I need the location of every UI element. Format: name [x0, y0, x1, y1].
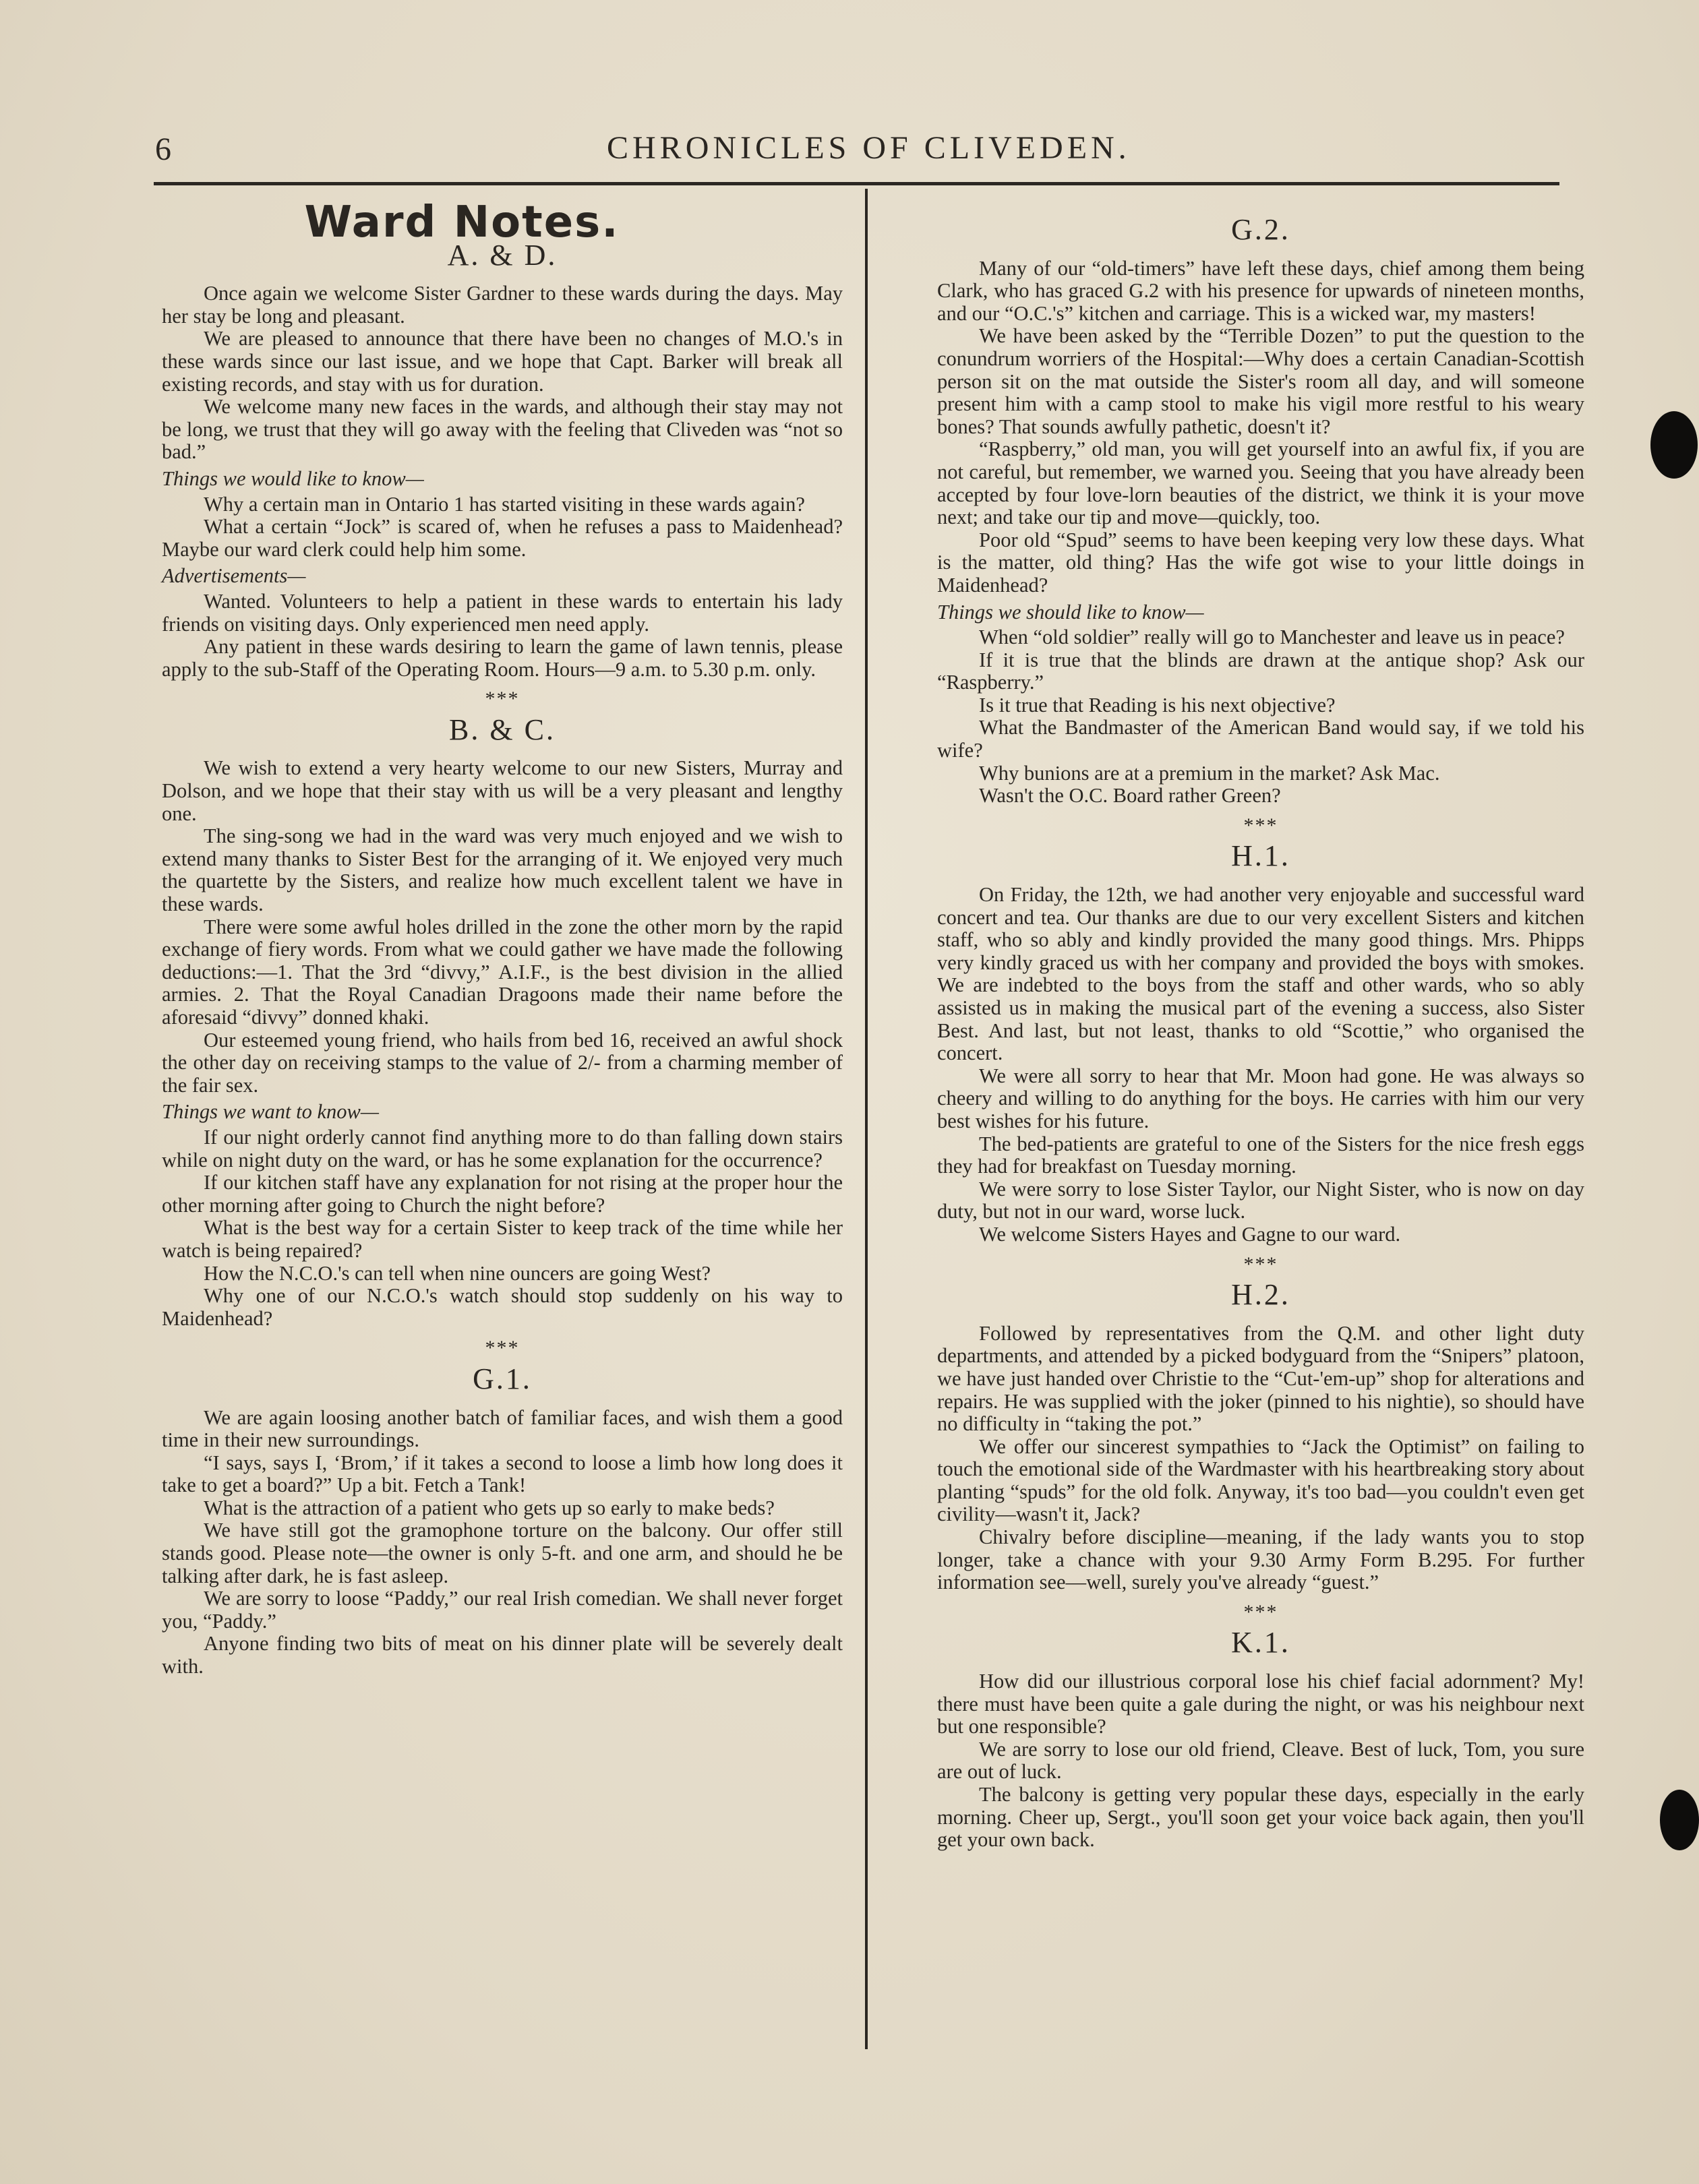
left-column: [162, 198, 843, 1678]
paragraph: Is it true that Reading is his next objective?: [979, 693, 1336, 717]
paragraph: Wanted. Volunteers to help a patient in these wards to entertain his lady friends on visiting days. Only experienced men need apply.: [162, 589, 843, 636]
section-h2: [937, 1278, 1584, 1594]
paragraph: We have been asked by the “Terrible Dozen” to put the question to the conundrum worriers of the Hospital:—Why does a certain Canadian-Scottish person sit on the mat outside the Sister's room all day, and will someone present him with a camp stool to make his vigil more restful to his weary bones? That sounds awfully pathetic, doesn't it?: [937, 324, 1584, 438]
subheading: Advertisements—: [162, 564, 306, 588]
paragraph: Chivalry before discipline—meaning, if the lady wants you to stop longer, take a chance with your 9.30 Army Form B.295. For further information see—well, surely you've already “guest.”: [937, 1525, 1584, 1594]
paragraph: We wish to extend a very hearty welcome to our new Sisters, Murray and Dolson, and we hope that their stay with us will be a very pleasant and lengthy one.: [162, 756, 843, 825]
paragraph: When “old soldier” really will go to Manchester and leave us in peace?: [979, 626, 1565, 649]
section-title: H.2.: [1231, 1278, 1290, 1312]
section-title: G.2.: [1231, 213, 1290, 246]
paragraph: The sing-song we had in the ward was very much enjoyed and we wish to extend many thanks to Sister Best for the arranging of it. We enjoyed very much the quartette by the Sisters, and realize how much excellent talent we have in these wards.: [162, 824, 843, 916]
section-g1: [162, 1362, 843, 1678]
paragraph: We were sorry to lose Sister Taylor, our Night Sister, who is now on day duty, but not in our ward, worse luck.: [937, 1177, 1584, 1223]
paragraph: How did our illustrious corporal lose his chief facial adornment? My! there must have been quite a gale during the night, or was his neighbour next but one responsible?: [937, 1670, 1584, 1738]
subheading: Things we should like to know—: [937, 600, 1204, 624]
paragraph: If it is true that the blinds are drawn at the antique shop? Ask our “Raspberry.”: [937, 648, 1584, 694]
section-title: G.1.: [473, 1362, 532, 1395]
paragraph: If our night orderly cannot find anything more to do than falling down stairs while on night duty on the ward, or has he some explanation for the occurrence?: [162, 1125, 843, 1172]
section-bc: [162, 712, 843, 1330]
paragraph: The bed-patients are grateful to one of the Sisters for the nice fresh eggs they had for breakfast on Tuesday morning.: [937, 1132, 1584, 1178]
paragraph: Wasn't the O.C. Board rather Green?: [979, 784, 1281, 808]
subheading: Things we want to know—: [162, 1100, 379, 1124]
publication-title: CHRONICLES OF CLIVEDEN.: [607, 130, 1131, 166]
section-k1: [937, 1626, 1584, 1852]
paragraph: Many of our “old-timers” have left these days, chief among them being Clark, who has graced G.2 with his presence for upwards of nineteen months, and our “O.C.'s” kitchen and carriage. This is a wicked war, my masters!: [937, 256, 1584, 325]
paragraph: Followed by representatives from the Q.M. and other light duty departments, and attended by a picked bodyguard from the “Snipers” platoon, we have just handed over Christie to the “Cut-'em-up” shop for alterations and repairs. He was supplied with the joker (pinned to his nightie), so should have no difficulty in “taking the pot.”: [937, 1321, 1584, 1436]
paragraph: We are again loosing another batch of familiar faces, and wish them a good time in their new surroundings.: [162, 1405, 843, 1452]
ward-notes-heading: Ward Notes.: [304, 198, 620, 247]
page-number: 6: [155, 131, 173, 167]
section-g2: [937, 213, 1584, 808]
paragraph: “Raspberry,” old man, you will get yourself into an awful fix, if you are not careful, but remember, we warned you. Seeing that you have already been accepted by four love-lorn beauties of the district, we think it is your move next; and take our tip and move—quickly, too.: [937, 437, 1584, 529]
page-header: [155, 125, 1557, 179]
paragraph: We offer our sincerest sympathies to “Jack the Optimist” on failing to touch the emotional side of the Wardmaster with his heartbreaking story about planting “spuds” for the old folk. Anyway, it's too bad—you couldn't even get civility—wasn't it, Jack?: [937, 1434, 1584, 1526]
header-rule: [154, 182, 1559, 185]
paragraph: Why one of our N.C.O.'s watch should stop suddenly on his way to Maidenhead?: [162, 1284, 843, 1330]
paragraph: What the Bandmaster of the American Band would say, if we told his wife?: [937, 716, 1584, 762]
paragraph: Why bunions are at a premium in the market? Ask Mac.: [979, 761, 1440, 785]
paragraph: We have still got the gramophone torture on the balcony. Our offer still stands good. Please note—the owner is only 5-ft. and one arm, and should he be talking after dark, he is fast asleep.: [162, 1519, 843, 1587]
paragraph: There were some awful holes drilled in the zone the other morn by the rapid exchange of fiery words. From what we could gather we have made the following deductions:—1. That the 3rd “divvy,” A.I.F., is the best division in the allied armies. 2. That the Royal Canadian Dragoons made their name before the aforesaid “divvy” donned khaki.: [162, 915, 843, 1029]
section-title: H.1.: [1231, 839, 1290, 873]
paragraph: What a certain “Jock” is scared of, when he refuses a pass to Maidenhead? Maybe our ward clerk could help him some.: [162, 515, 843, 561]
paragraph: How the N.C.O.'s can tell when nine ouncers are going West?: [204, 1261, 711, 1285]
paragraph: We are sorry to lose our old friend, Cleave. Best of luck, Tom, you sure are out of luck.: [937, 1737, 1584, 1784]
section-title: B. & C.: [449, 712, 556, 746]
punch-hole-top: [1650, 411, 1698, 479]
section-separator: ***: [1243, 1252, 1278, 1275]
paragraph: Poor old “Spud” seems to have been keeping very low these days. What is the matter, old thing? Has the wife got wise to your little doings in Maidenhead?: [937, 528, 1584, 597]
paragraph: We are pleased to announce that there have been no changes of M.O.'s in these wards since our last issue, and we hope that Capt. Barker will break all existing records, and stay with us for duration.: [162, 327, 843, 396]
section-separator: ***: [485, 688, 520, 710]
paragraph: We welcome Sisters Hayes and Gagne to our ward.: [979, 1222, 1401, 1246]
paragraph: What is the best way for a certain Sister to keep track of the time while her watch is being repaired?: [162, 1216, 843, 1262]
punch-hole-bottom: [1660, 1790, 1699, 1850]
paragraph: What is the attraction of a patient who gets up so early to make beds?: [204, 1496, 775, 1519]
section-separator: ***: [1243, 1600, 1278, 1623]
paragraph: Why a certain man in Ontario 1 has started visiting in these wards again?: [204, 492, 805, 516]
paragraph: On Friday, the 12th, we had another very enjoyable and successful ward concert and tea. Our thanks are due to our very excellent Sisters and kitchen staff, who so ably and kindly provided the many good things. Mrs. Phipps very kindly graced us with her company and provided the boys with smokes. We are indebted to the boys from the staff and other wards, who so ably assisted us in making the musical part of the evening a success, also Sister Best. And last, but not least, thanks to old “Scottie,” who organised the concert.: [937, 883, 1584, 1065]
paragraph: We are sorry to loose “Paddy,” our real Irish comedian. We shall never forget you, “Paddy.”: [162, 1587, 843, 1633]
section-title: K.1.: [1231, 1626, 1290, 1660]
paragraph: We welcome many new faces in the wards, and although their stay may not be long, we trust that they will go away with the feeling that Cliveden was “not so bad.”: [162, 395, 843, 464]
paragraph: Our esteemed young friend, who hails from bed 16, received an awful shock the other day on receiving stamps to the value of 2/- from a charming member of the fair sex.: [162, 1028, 843, 1097]
section-h1: [937, 839, 1584, 1246]
paragraph: If our kitchen staff have any explanation for not rising at the proper hour the other morning after going to Church the night before?: [162, 1171, 843, 1217]
subheading: Things we would like to know—: [162, 466, 424, 490]
column-divider: [865, 189, 868, 2049]
paragraph: The balcony is getting very popular these days, especially in the early morning. Cheer up, Sergt., you'll soon get your voice back again, then you'll get your own back.: [937, 1783, 1584, 1852]
right-column: [937, 202, 1584, 1852]
paragraph: We were all sorry to hear that Mr. Moon had gone. He was always so cheery and willing to do anything for the boys. He carries with him our very best wishes for his future.: [937, 1064, 1584, 1132]
section-separator: ***: [485, 1337, 520, 1360]
section-title: A. & D.: [447, 238, 558, 272]
paragraph: Any patient in these wards desiring to learn the game of lawn tennis, please apply to the sub-Staff of the Operating Room. Hours—9 a.m. to 5.30 p.m. only.: [162, 635, 843, 681]
paragraph: Once again we welcome Sister Gardner to these wards during the days. May her stay be long and pleasant.: [162, 282, 843, 328]
paragraph: “I says, says I, ‘Brom,’ if it takes a second to loose a limb how long does it take to get a board?” Up a bit. Fetch a Tank!: [162, 1451, 843, 1497]
paragraph: Anyone finding two bits of meat on his dinner plate will be severely dealt with.: [162, 1632, 843, 1678]
section-separator: ***: [1243, 814, 1278, 837]
section-ad: [162, 238, 843, 681]
